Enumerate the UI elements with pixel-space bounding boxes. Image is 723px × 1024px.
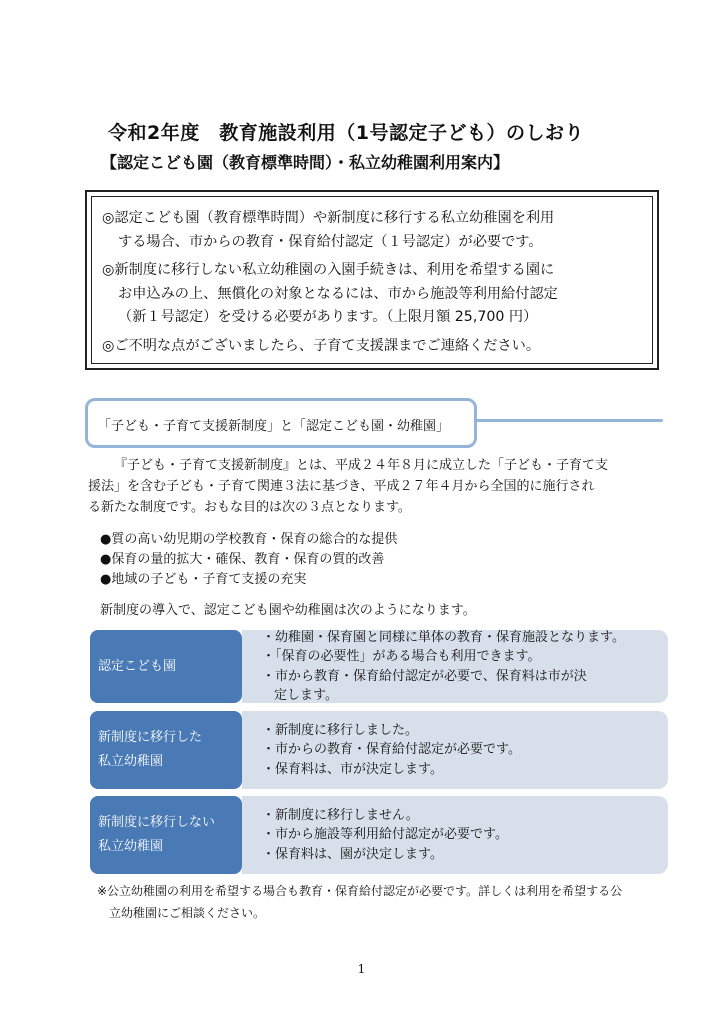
notice-line: ◎ご不明な点がございましたら、子育て支援課までご連絡ください。 <box>102 337 541 354</box>
facility-detail-line: ・「保育の必要性」がある場合も利用できます。 <box>262 649 541 664</box>
facility-detail-line: ・新制度に移行しません。 <box>262 807 419 823</box>
goal-item: ●地域の子ども・子育て支援の充実 <box>100 572 307 587</box>
facility-row-certified <box>90 630 668 703</box>
notice-line: お申込みの上、無償化の対象となるには、市から施設等利用給付認定 <box>118 285 558 302</box>
facility-heading-line: 私立幼稚園 <box>98 839 164 854</box>
notice-paragraph-certified <box>102 207 646 254</box>
section-heading-tab <box>85 398 477 448</box>
facility-detail-line: 定します。 <box>274 688 338 703</box>
facility-row-details <box>242 711 668 789</box>
goal-item: ●保育の量的拡大・確保、教育・保育の質的改善 <box>100 552 385 567</box>
intro-line: 援法」を含む子ども・子育て関連３法に基づき、平成２７年４月から全国的に施行され <box>88 479 595 494</box>
facility-row-details <box>242 796 668 874</box>
notice-paragraph-contact <box>102 335 646 359</box>
intro-paragraph <box>88 455 663 518</box>
section-rule <box>470 419 663 422</box>
facility-detail-line: ・新制度に移行しました。 <box>262 722 419 738</box>
notice-box <box>85 190 659 370</box>
footnote <box>97 880 622 924</box>
facility-row-heading <box>90 796 242 874</box>
facility-heading-line: 私立幼稚園 <box>98 754 164 769</box>
footnote-line: 立幼稚園にご相談ください。 <box>109 906 266 920</box>
facility-detail-line: ・市から教育・保育給付認定が必要で、保育料は市が決 <box>262 668 587 684</box>
facility-detail-line: ・市からの教育・保育給付認定が必要です。 <box>262 742 521 758</box>
facility-heading-line: 新制度に移行した <box>98 730 203 745</box>
facility-heading-line: 認定こども園 <box>98 658 177 674</box>
facility-row-heading <box>90 630 242 703</box>
facility-detail-line: ・市から施設等利用給付認定が必要です。 <box>262 827 508 843</box>
page-subtitle: 【認定こども園（教育標準時間）・私立幼稚園利用案内】 <box>101 153 510 172</box>
goal-item: ●質の高い幼児期の学校教育・保育の総合的な提供 <box>100 532 398 547</box>
page-title: 令和2年度 教育施設利用（1号認定子ども）のしおり <box>108 122 584 144</box>
section-heading: 「子ども・子育て支援新制度」と「認定こども園・幼稚園」 <box>98 419 450 434</box>
facility-heading-line: 新制度に移行しない <box>98 815 216 830</box>
table-lead-text: 新制度の導入で、認定こども園や幼稚園は次のようになります。 <box>100 603 476 618</box>
intro-line: る新たな制度です。おもな目的は次の３点となります。 <box>88 500 411 515</box>
footnote-line: ※公立幼稚園の利用を希望する場合も教育・保育給付認定が必要です。詳しくは利用を希望する公 <box>97 884 623 898</box>
page-number: 1 <box>357 962 366 976</box>
notice-box-inner <box>91 196 653 364</box>
notice-line: ◎新制度に移行しない私立幼稚園の入園手続きは、利用を希望する園に <box>102 262 555 278</box>
goals-list <box>100 530 397 590</box>
facility-detail-line: ・保育料は、市が決定します。 <box>262 761 443 777</box>
facility-row-details <box>242 630 668 703</box>
facility-row-not-migrated <box>90 796 668 874</box>
notice-line: ◎認定こども園（教育標準時間）や新制度に移行する私立幼稚園を利用 <box>102 210 555 226</box>
notice-paragraph-private <box>102 259 646 330</box>
facility-detail-line: ・幼稚園・保育園と同様に単体の教育・保育施設となります。 <box>262 629 625 645</box>
facility-row-migrated <box>90 711 668 789</box>
facility-detail-line: ・保育料は、園が決定します。 <box>262 846 443 862</box>
notice-line: （新１号認定）を受ける必要があります。（上限月額 25,700 円） <box>118 309 538 325</box>
notice-line: する場合、市からの教育・保育給付認定（１号認定）が必要です。 <box>118 233 543 250</box>
intro-line: 『子ども・子育て支援新制度』とは、平成２４年８月に成立した「子ども・子育て支 <box>114 458 609 473</box>
facility-row-heading <box>90 711 242 789</box>
